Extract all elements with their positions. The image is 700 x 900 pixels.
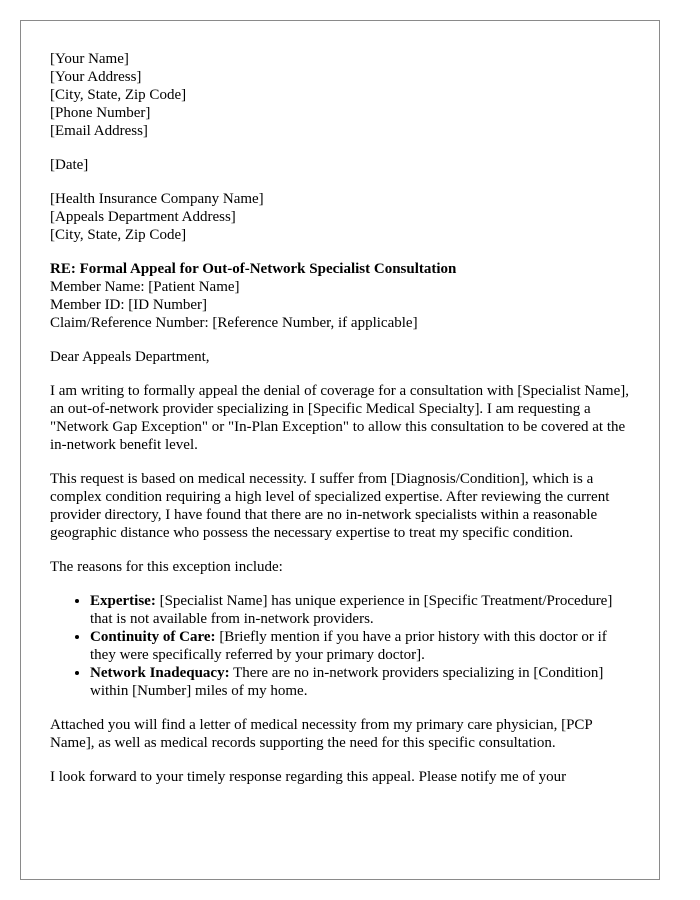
- sender-block: [50, 50, 636, 140]
- reason-text: [Briefly mention if you have a prior history with this doctor or if they were specifically referred by your primary doctor].: [90, 629, 607, 663]
- recipient-address: [Appeals Department Address]: [50, 209, 236, 225]
- sender-name: [Your Name]: [50, 51, 129, 67]
- reason-text: [Specialist Name] has unique experience in [Specific Treatment/Procedure] that is not available from in-network providers.: [90, 593, 613, 627]
- reason-item-expertise: [90, 592, 636, 628]
- claim-reference: Claim/Reference Number: [Reference Number, if applicable]: [50, 315, 418, 331]
- recipient-block: [50, 190, 636, 244]
- subject-re-line: RE: Formal Appeal for Out-of-Network Specialist Consultation: [50, 261, 457, 277]
- sender-email: [Email Address]: [50, 123, 148, 139]
- reason-item-continuity: [90, 628, 636, 664]
- sender-address: [Your Address]: [50, 69, 142, 85]
- member-id: Member ID: [ID Number]: [50, 297, 208, 313]
- reason-title: Expertise:: [90, 593, 156, 609]
- reason-title: Network Inadequacy:: [90, 665, 230, 681]
- reasons-intro: The reasons for this exception include:: [50, 559, 283, 575]
- sender-city-state-zip: [City, State, Zip Code]: [50, 87, 187, 103]
- letter-content: [50, 50, 636, 786]
- reason-item-network: [90, 664, 636, 700]
- body-paragraph-closing: I look forward to your timely response regarding this appeal. Please notify me of your: [50, 769, 567, 785]
- member-name: Member Name: [Patient Name]: [50, 279, 240, 295]
- recipient-city-state-zip: [City, State, Zip Code]: [50, 227, 187, 243]
- reason-title: Continuity of Care:: [90, 629, 216, 645]
- reason-text: There are no in-network providers specializing in [Condition] within [Number] miles of my home.: [90, 665, 604, 699]
- body-paragraph-1: I am writing to formally appeal the denial of coverage for a consultation with [Specialist Name], an out-of-network provider specializing in [Specific Medical Specialty]. I am requesting a "Network Gap Exception" or "In-Plan Exception" to allow this consultation to be covered at the in-network benefit level.: [50, 383, 629, 453]
- reasons-list: [50, 592, 636, 700]
- body-paragraph-attachments: Attached you will find a letter of medical necessity from my primary care physician, [PCP Name], as well as medical records supporting the need for this specific consultation.: [50, 717, 593, 751]
- subject-block: [50, 260, 636, 332]
- recipient-company: [Health Insurance Company Name]: [50, 191, 264, 207]
- letter-date: [Date]: [50, 157, 89, 173]
- date-block: [50, 156, 636, 174]
- letter-page: [20, 20, 660, 880]
- body-paragraph-2: This request is based on medical necessity. I suffer from [Diagnosis/Condition], which is a complex condition requiring a high level of specialized expertise. After reviewing the current provider directory, I have found that there are no in-network specialists within a reasonable geographic distance who possess the necessary expertise to treat my specific condition.: [50, 471, 610, 541]
- sender-phone: [Phone Number]: [50, 105, 151, 121]
- salutation: Dear Appeals Department,: [50, 349, 210, 365]
